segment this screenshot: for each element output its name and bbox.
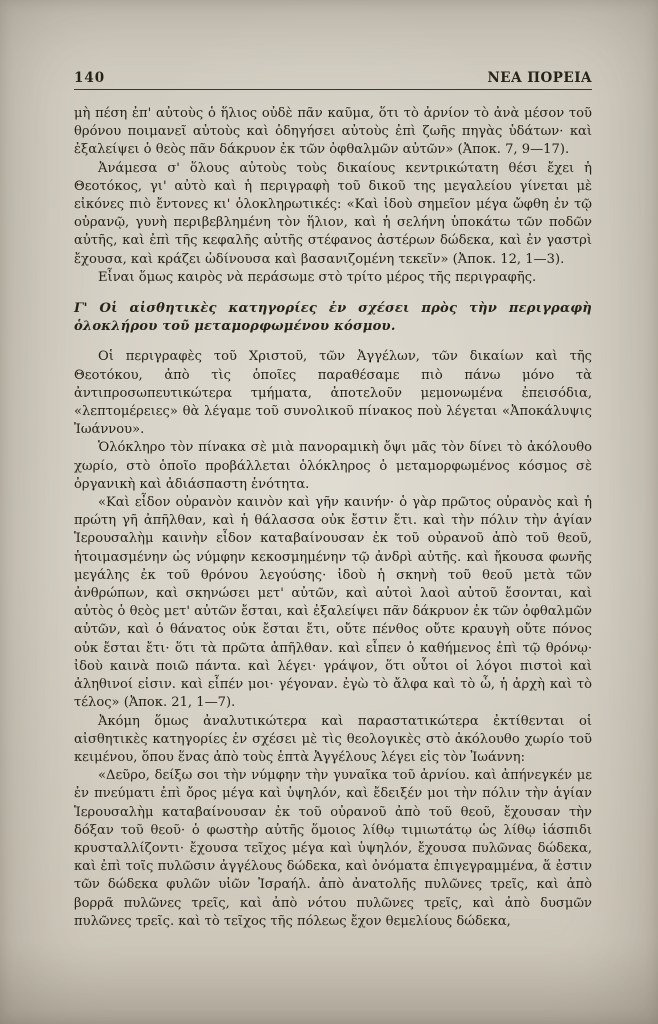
journal-title: ΝΕΑ ΠΟΡΕΙΑ [487,70,592,86]
body-text [74,105,592,931]
text-block [74,70,592,931]
paragraph-scripture-quote: «Καὶ εἶδον οὐρανὸν καινὸν καὶ γῆν καινήν· ὁ γὰρ πρῶτος οὐρανὸς καὶ ἡ πρώτη γῆ ἀπῆλθαν, καὶ ἡ θάλασσα οὐκ ἔστιν ἔτι. καὶ τὴν πόλιν τὴν ἁγίαν Ἱερουσαλὴμ καινὴν εἶδον καταβαίνουσαν ἐκ τοῦ οὐρανοῦ ἀπὸ τοῦ θεοῦ, ἡτοιμασμένην ὡς νύμφην κεκοσμημένην τῷ ἀνδρὶ αὐτῆς. καὶ ἤκουσα φωνῆς μεγάλης ἐκ τοῦ θρόνου λεγούσης· ἰδοὺ ἡ σκηνὴ τοῦ θεοῦ μετὰ τῶν ἀνθρώπων, καὶ σκηνώσει μετ' αὐτῶν, καὶ αὐτοὶ λαοὶ αὐτοῦ ἔσονται, καὶ αὐτὸς ὁ θεὸς μετ' αὐτῶν ἔσται, καὶ ἐξαλείψει πᾶν δάκρυον ἐκ τῶν ὀφθαλμῶν αὐτῶν, καὶ ὁ θάνατος οὐκ ἔσται ἔτι, οὔτε πένθος οὔτε κραυγὴ οὔτε πόνος οὐκ ἔσται ἔτι· ὅτι τὰ πρῶτα ἀπῆλθαν. καὶ εἶπεν ὁ καθήμενος ἐπὶ τῷ θρόνῳ· ἰδοὺ καινὰ ποιῶ πάντα. καὶ λέγει· γράψον, ὅτι οὗτοι οἱ λόγοι πιστοὶ καὶ ἀληθινοί εἰσιν. καὶ εἶπέν μοι· γέγοναν. ἐγὼ τὸ ἄλφα καὶ τὸ ὦ, ἡ ἀρχὴ καὶ τὸ τέλος» (Ἀποκ. 21, 1—7). [74,495,592,711]
paragraph: Ἀνάμεσα σ' ὅλους αὐτοὺς τοὺς δικαίους κεντρικώτατη θέσι ἔχει ἡ Θεοτόκος, γι' αὐτὸ καὶ ἡ περιγραφὴ τοῦ δικοῦ της μεγαλείου γίνεται μὲ εἰκόνες πιὸ ἔντονες κι' ὁλοκληρωτικές: «Καὶ ἰδοὺ σημεῖον μέγα ὤφθη ἐν τῷ οὐρανῷ, γυνὴ περιβεβλημένη τὸν ἥλιον, καὶ ἡ σελήνη ὑποκάτω τῶν ποδῶν αὐτῆς, καὶ ἐπὶ τῆς κεφαλῆς αὐτῆς στέφανος ἀστέρων δώδεκα, καὶ ἐν γαστρὶ ἔχουσα, καὶ κράζει ὠδίνουσα καὶ βασανιζομένη τεκεῖν» (Ἀποκ. 12, 1—3). [74,160,592,267]
page-number: 140 [74,70,106,86]
paragraph: Οἱ περιγραφὲς τοῦ Χριστοῦ, τῶν Ἀγγέλων, τῶν δικαίων καὶ τῆς Θεοτόκου, ἀπὸ τὶς ὁποῖες παραθέσαμε πιὸ πάνω μόνο τὰ ἀντιπροσωπευτικώτερα τμήματα, ἀποτελοῦν μεμονωμένα ἐπεισόδια, «λεπτομέρειες» θὰ λέγαμε τοῦ συνολικοῦ πίνακος ποὺ λέγεται «Ἀποκάλυψις Ἰωάννου». [74,349,592,438]
section-heading: Γ' Οἱ αἰσθητικὲς κατηγορίες ἐν σχέσει πρὸς τὴν περιγραφὴ ὁλοκλήρου τοῦ μεταμορφωμένου κόσμου. [74,301,592,335]
paragraph: Ὁλόκληρο τὸν πίνακα σὲ μιὰ πανοραμικὴ ὄψι μᾶς τὸν δίνει τὸ ἀκόλουθο χωρίο, στὸ ὁποῖο προβάλλεται ὁλόκληρος ὁ μεταμορφωμένος κόσμος σὲ ὀργανικὴ καὶ ἀδιάσπαστη ἑνότητα. [74,440,592,492]
paragraph-scripture-quote: «Δεῦρο, δείξω σοι τὴν νύμφην τὴν γυναῖκα τοῦ ἀρνίου. καὶ ἀπήνεγκέν με ἐν πνεύματι ἐπὶ ὄρος μέγα καὶ ὑψηλόν, καὶ ἔδειξέν μοι τὴν πόλιν τὴν ἁγίαν Ἱερουσαλὴμ καταβαίνουσαν ἐκ τοῦ οὐρανοῦ ἀπὸ τοῦ θεοῦ, ἔχουσαν τὴν δόξαν τοῦ θεοῦ· ὁ φωστὴρ αὐτῆς ὅμοιος λίθῳ τιμιωτάτῳ ὡς λίθῳ ἰάσπιδι κρυσταλλίζοντι· ἔχουσα τεῖχος μέγα καὶ ὑψηλόν, ἔχουσα πυλῶνας δώδεκα, καὶ ἐπὶ τοῖς πυλῶσιν ἀγγέλους δώδεκα, καὶ ὀνόματα ἐπιγεγραμμένα, ἅ ἐστιν τῶν δώδεκα φυλῶν υἱῶν Ἰσραήλ. ἀπὸ ἀνατολῆς πυλῶνες τρεῖς, καὶ ἀπὸ βορρᾶ πυλῶνες τρεῖς, καὶ ἀπὸ νότου πυλῶνες τρεῖς, καὶ ἀπὸ δυσμῶν πυλῶνες τρεῖς. καὶ τὸ τεῖχος τῆς πόλεως ἔχον θεμελίους δώδεκα, [74,768,592,929]
paragraph: Ἀκόμη ὅμως ἀναλυτικώτερα καὶ παραστατικώτερα ἐκτίθενται οἱ αἰσθητικὲς κατηγορίες ἐν σχέσει μὲ τὶς θεολογικὲς στὸ ἀκόλουθο χωρίο τοῦ κειμένου, ὅπου ἕνας ἀπὸ τοὺς ἑπτὰ Ἀγγέλους λέγει εἰς τὸν Ἰωάννη: [74,713,592,765]
paragraph-continuation: μὴ πέση ἐπ' αὐτοὺς ὁ ἥλιος οὐδὲ πᾶν καῦμα, ὅτι τὸ ἀρνίον τὸ ἀνὰ μέσον τοῦ θρόνου ποιμανεῖ αὐτοὺς καὶ ὁδηγήσει αὐτοὺς ἐπὶ ζωῆς πηγὰς ὑδάτων· καὶ ἐξαλείψει ὁ θεὸς πᾶν δάκρυον ἐκ τῶν ὀφθαλμῶν αὐτῶν» (Ἀποκ. 7, 9—17). [74,106,592,158]
paragraph: Εἶναι ὅμως καιρὸς νὰ περάσωμε στὸ τρίτο μέρος τῆς περιγραφῆς. [98,269,537,285]
running-header [74,70,592,90]
